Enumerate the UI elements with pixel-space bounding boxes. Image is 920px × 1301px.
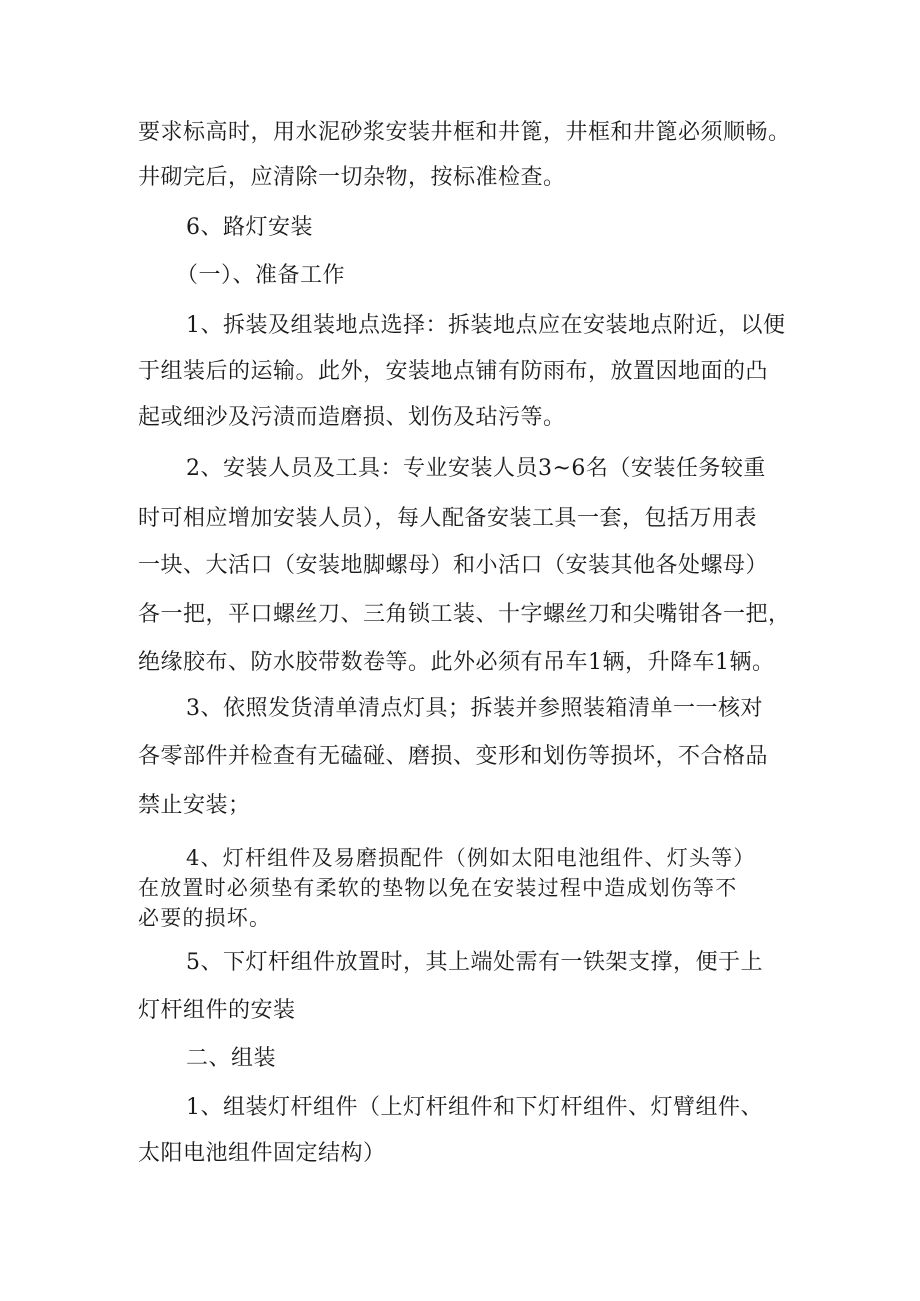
- paragraph-line: 井砌完后，应清除一切杂物，按标准检查。: [138, 165, 566, 190]
- paragraph-line: 灯杆组件的安装: [138, 998, 296, 1023]
- subsection-heading: （一）、准备工作: [176, 263, 346, 288]
- paragraph-line: 1、拆装及组装地点选择：拆装地点应在安装地点附近，以便: [186, 313, 786, 338]
- paragraph-line: 太阳电池组件固定结构）: [138, 1141, 386, 1166]
- paragraph-line: 在放置时必须垫有柔软的垫物以免在安装过程中造成划伤等不: [138, 876, 738, 900]
- paragraph-line: 4、灯杆组件及易磨损配件（例如太阳电池组件、灯头等）: [186, 846, 756, 870]
- paragraph-line: 3、依照发货清单清点灯具；拆装并参照装箱清单一一核对: [186, 696, 763, 721]
- paragraph-line: 时可相应增加安装人员），每人配备安装工具一套，包括万用表: [138, 506, 758, 531]
- paragraph-line: 要求标高时，用水泥砂浆安装井框和井篦，井框和井篦必须顺畅。: [138, 120, 791, 145]
- paragraph-line: 各零部件并检查有无磕碰、磨损、变形和划伤等损坏，不合格品: [138, 744, 769, 769]
- section-heading: 二、组装: [186, 1046, 277, 1071]
- paragraph-line: 禁止安装；: [138, 793, 251, 818]
- paragraph-line: 5、下灯杆组件放置时，其上端处需有一铁架支撑，便于上: [186, 950, 763, 975]
- paragraph-line: 2、安装人员及工具：专业安装人员3~6名（安装任务较重: [186, 456, 766, 481]
- paragraph-line: 1、组装灯杆组件（上灯杆组件和下灯杆组件、灯臂组件、: [186, 1095, 763, 1120]
- paragraph-line: 各一把，平口螺丝刀、三角锁工装、十字螺丝刀和尖嘴钳各一把，: [138, 602, 791, 627]
- paragraph-line: 起或细沙及污渍而造磨损、划伤及玷污等。: [138, 405, 566, 430]
- paragraph-line: 绝缘胶布、防水胶带数卷等。此外必须有吊车1辆，升降车1辆。: [138, 650, 775, 675]
- paragraph-line: 一块、大活口（安装地脚螺母）和小活口（安装其他各处螺母）: [138, 553, 769, 578]
- paragraph-line: 必要的损坏。: [138, 906, 272, 930]
- section-heading: 6、路灯安装: [186, 215, 313, 240]
- paragraph-line: 于组装后的运输。此外，安装地点铺有防雨布，放置因地面的凸: [138, 359, 769, 384]
